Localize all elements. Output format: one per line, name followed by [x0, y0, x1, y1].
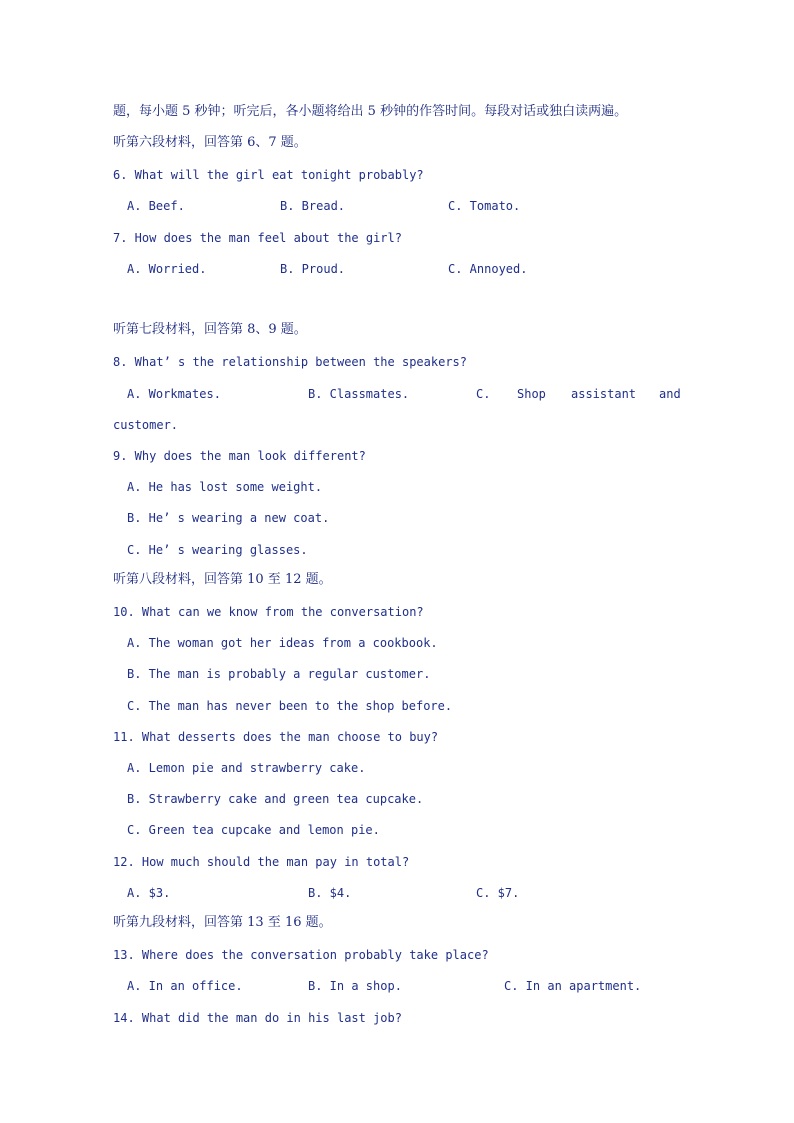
question-8-option-c-continuation: customer. [113, 418, 179, 432]
question-6-option-c: C. Tomato. [448, 199, 521, 213]
question-10-stem: 10. What can we know from the conversation? [113, 605, 424, 619]
question-12-option-a: A. $3. [127, 886, 171, 900]
section-header-9: 听第九段材料，回答第 13 至 16 题。 [113, 915, 332, 930]
question-6-option-a: A. Beef. [127, 199, 185, 213]
question-7-option-b: B. Proud. [280, 262, 346, 276]
question-7-option-a: A. Worried. [127, 262, 207, 276]
question-8-stem: 8. What’ s the relationship between the speakers? [113, 355, 468, 369]
question-11-option-c: C. Green tea cupcake and lemon pie. [127, 823, 380, 837]
question-11-option-a: A. Lemon pie and strawberry cake. [127, 761, 366, 775]
question-8-option-c-word-2: assistant [571, 387, 637, 401]
question-9-option-c: C. He’ s wearing glasses. [127, 543, 308, 557]
question-12-stem: 12. How much should the man pay in total? [113, 855, 410, 869]
section-header-8: 听第八段材料，回答第 10 至 12 题。 [113, 572, 332, 587]
question-10-option-b: B. The man is probably a regular customer. [127, 667, 431, 681]
question-13-option-a: A. In an office. [127, 979, 243, 993]
question-11-stem: 11. What desserts does the man choose to buy? [113, 730, 439, 744]
question-9-option-a: A. He has lost some weight. [127, 480, 323, 494]
question-14-stem: 14. What did the man do in his last job? [113, 1011, 402, 1025]
section-header-6: 听第六段材料，回答第 6、7 题。 [113, 135, 307, 150]
question-8-option-a: A. Workmates. [127, 387, 221, 401]
section-header-7: 听第七段材料，回答第 8、9 题。 [113, 322, 307, 337]
instructions-line: 题，每小题 5 秒钟；听完后，各小题将给出 5 秒钟的作答时间。每段对话或独白读两遍。 [113, 104, 628, 119]
question-8-option-b: B. Classmates. [308, 387, 410, 401]
question-12-option-c: C. $7. [476, 886, 520, 900]
question-9-option-b: B. He’ s wearing a new coat. [127, 511, 330, 525]
question-8-option-c-word-1: Shop [517, 387, 546, 401]
question-10-option-c: C. The man has never been to the shop before. [127, 699, 453, 713]
question-13-option-b: B. In a shop. [308, 979, 402, 993]
question-11-option-b: B. Strawberry cake and green tea cupcake. [127, 792, 424, 806]
question-10-option-a: A. The woman got her ideas from a cookbook. [127, 636, 438, 650]
question-7-stem: 7. How does the man feel about the girl? [113, 231, 402, 245]
question-8-option-c-word-3: and [659, 387, 681, 401]
question-7-option-c: C. Annoyed. [448, 262, 528, 276]
question-8-option-c-letter: C. [476, 387, 491, 401]
question-6-stem: 6. What will the girl eat tonight probably? [113, 168, 424, 182]
question-13-stem: 13. Where does the conversation probably take place? [113, 948, 489, 962]
question-12-option-b: B. $4. [308, 886, 352, 900]
question-9-stem: 9. Why does the man look different? [113, 449, 366, 463]
question-13-option-c: C. In an apartment. [504, 979, 642, 993]
question-6-option-b: B. Bread. [280, 199, 346, 213]
